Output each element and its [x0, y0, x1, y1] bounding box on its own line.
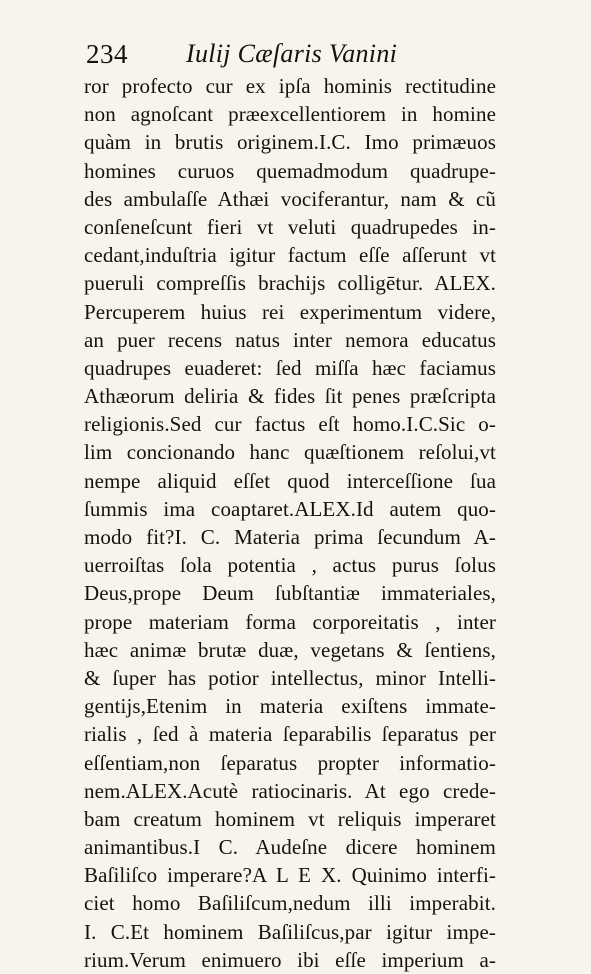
text-line: des ambulaſſe Athæi vociferantur, nam & cũ: [84, 186, 496, 211]
text-line: religionis.Sed cur factus eſt homo.I.C.Sic o-: [84, 412, 496, 437]
running-head: Iulij Cæſaris Vanini: [186, 39, 398, 68]
text-line: I. C.Et hominem Baſiliſcus,par igitur impe-: [84, 919, 496, 944]
text-line: homines curuos quemadmodum quadrupe-: [84, 158, 496, 183]
text-line: animantibus.I C. Audeſne dicere hominem: [84, 835, 496, 860]
text-line: Deus,prope Deum ſubſtantiæ immateriales,: [84, 581, 496, 606]
text-line: gentijs,Etenim in materia exiſtens immate-: [84, 694, 496, 719]
text-line: & ſuper has potior intellectus, minor Intelli-: [84, 665, 496, 690]
text-line: conſeneſcunt fieri vt veluti quadrupedes in-: [84, 214, 496, 239]
text-line: ſummis ima coaptaret.ALEX.Id autem quo-: [84, 496, 496, 521]
body-text: [84, 72, 496, 974]
text-line: bam creatum hominem vt reliquis imperaret: [84, 806, 496, 831]
text-line: Percuperem huius rei experimentum videre,: [84, 299, 496, 324]
text-line: hæc animæ brutæ duæ, vegetans & ſentiens,: [84, 637, 496, 662]
text-line: nempe aliquid eſſet quod interceſſione ſua: [84, 468, 496, 493]
text-line: modo fit?I. C. Materia prima ſecundum A-: [84, 525, 496, 549]
text-line: cedant,induſtria igitur factum eſſe aſſerunt vt: [84, 243, 496, 268]
text-line: Baſiliſco imperare?A L E X. Quinimo interfi-: [84, 863, 496, 888]
text-line: prope materiam forma corporeitatis , inter: [84, 609, 496, 634]
page-header: [86, 38, 506, 74]
text-line: quadrupes euaderet: ſed miſſa hæc faciamus: [84, 355, 496, 380]
page-number: 234: [86, 39, 128, 69]
text-line: nem.ALEX.Acutè ratiocinaris. At ego crede-: [84, 778, 496, 803]
text-line: pueruli compreſſis brachijs colligētur. ALEX.: [84, 271, 496, 296]
text-line: rium.Verum enimuero ibi eſſe imperium a-: [84, 947, 496, 972]
text-line: Athæorum deliria & fides ſit penes præſcripta: [84, 384, 496, 409]
text-line: an puer recens natus inter nemora educatus: [84, 327, 496, 352]
text-line: quàm in brutis originem.I.C. Imo primæuos: [84, 130, 496, 155]
text-line: uerroiſtas ſola potentia , actus purus ſolus: [84, 553, 496, 578]
text-line: rialis , ſed à materia ſeparabilis ſeparatus per: [84, 722, 496, 747]
text-line: eſſentiam,non ſeparatus propter informatio-: [84, 750, 496, 775]
text-line: ror profecto cur ex ipſa hominis rectitudine: [84, 74, 496, 98]
text-line: lim concionando hanc quæſtionem reſolui,vt: [84, 440, 496, 465]
text-line: non agnoſcant præexcellentiorem in homine: [84, 102, 496, 127]
text-line: ciet homo Baſiliſcum,nedum illi imperabit.: [84, 891, 496, 916]
